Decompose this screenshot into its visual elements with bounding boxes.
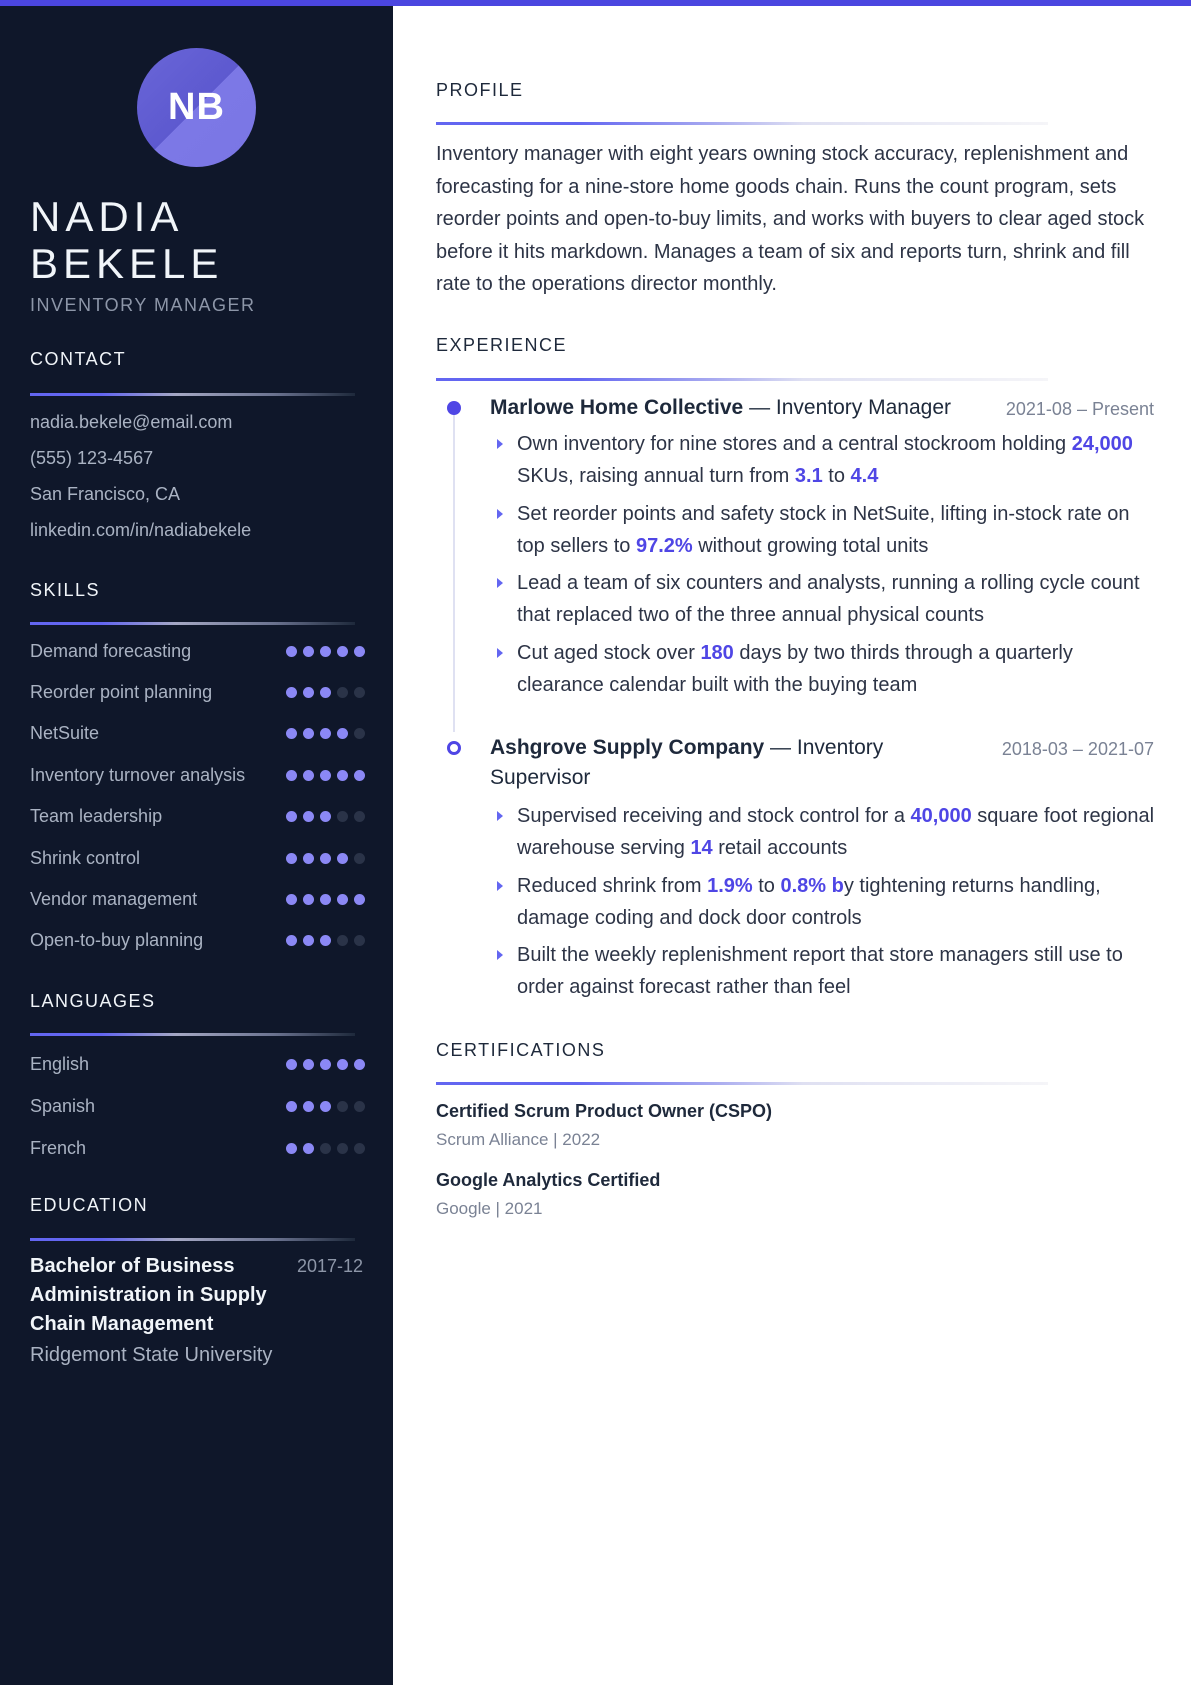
bullet-arrow-icon [497,648,503,658]
rating-dot-filled [320,1101,331,1112]
contact-location: San Francisco, CA [30,484,181,504]
highlight-metric: 14 [690,837,713,859]
job-bullet [517,428,1157,492]
skill-item [30,764,365,786]
rating-dot-filled [337,894,348,905]
education-school: Ridgemont State University [30,1344,273,1366]
item-name: Spanish [30,1095,96,1116]
certification-issuer: Scrum Alliance | 2022 [436,1130,601,1149]
job-bullet [517,800,1157,864]
rating-dot-filled [303,1101,314,1112]
highlight-metric: 180 [700,642,734,664]
item-name: French [30,1137,87,1158]
bullet-text: SKUs, raising annual turn from [517,465,795,487]
language-item [30,1137,365,1159]
bullet-text: to [822,465,851,487]
rating-dot-filled [320,728,331,739]
person-role: INVENTORY MANAGER [30,295,256,315]
item-name: Vendor management [30,888,198,909]
education-heading: EDUCATION [30,1195,149,1215]
job-bullet [517,870,1157,934]
bullet-text: square foot regional warehouse serving [517,805,1155,859]
bullet-text: days by two thirds through a quarterly clearance calendar built with the buying team [517,642,1073,696]
rating-dots [286,853,365,864]
contact-linkedin[interactable]: linkedin.com/in/nadiabekele [30,520,252,540]
rating-dot-filled [337,853,348,864]
rating-dot-filled [303,853,314,864]
last-name: BEKELE [30,240,224,287]
certifications-heading: CERTIFICATIONS [436,1040,606,1060]
bullet-text: retail accounts [712,837,848,859]
bullet-text: to [752,875,781,897]
rating-dot-filled [303,687,314,698]
avatar-initials: NB [168,86,225,128]
rating-dot-filled [354,1059,365,1070]
skills-divider [30,622,355,625]
skill-item [30,723,365,745]
rating-dot-filled [286,811,297,822]
bullet-text: Cut aged stock over [517,642,701,664]
rating-dot-filled [303,770,314,781]
rating-dot-empty [337,935,348,946]
languages-heading: LANGUAGES [30,991,156,1011]
rating-dot-empty [354,853,365,864]
rating-dot-empty [337,1143,348,1154]
bullet-arrow-icon [497,439,503,449]
experience-divider [436,378,1048,381]
person-name [30,193,223,287]
rating-dot-filled [286,894,297,905]
contact-email[interactable]: nadia.bekele@email.com [30,412,233,432]
item-name: Reorder point planning [30,681,213,702]
rating-dot-filled [320,853,331,864]
bullet-text: Supervised receiving and stock control for a [517,805,911,827]
bullet-arrow-icon [497,881,503,891]
rating-dot-filled [337,646,348,657]
rating-dots [286,1101,365,1112]
item-name: Inventory turnover analysis [30,764,246,785]
contact-heading: CONTACT [30,349,127,369]
rating-dot-filled [320,935,331,946]
rating-dot-filled [320,1059,331,1070]
job-separator: — [743,396,776,419]
highlight-metric: 1.9% [707,875,753,897]
rating-dot-empty [354,1101,365,1112]
item-name: Open-to-buy planning [30,930,204,951]
rating-dot-filled [320,811,331,822]
bullet-text: Reduced shrink from [517,875,708,897]
bullet-text: Set reorder points and safety stock in NetSuite, lifting in-stock rate on top sellers to [517,503,1130,557]
rating-dot-filled [354,770,365,781]
timeline-marker-current [447,401,461,415]
profile-heading: PROFILE [436,80,524,100]
rating-dot-filled [286,1143,297,1154]
highlight-metric: 0.8% b [780,875,844,897]
item-name: Demand forecasting [30,640,192,661]
languages-divider [30,1033,355,1036]
job-heading [490,733,910,793]
skill-item [30,681,365,703]
rating-dot-filled [286,1059,297,1070]
rating-dot-filled [354,646,365,657]
bullet-text: Lead a team of six counters and analysts, running a rolling cycle count that replaced two of the three annual physical counts [517,572,1140,626]
rating-dots [286,687,365,698]
education-divider [30,1238,355,1241]
rating-dot-filled [303,811,314,822]
rating-dot-empty [337,1101,348,1112]
rating-dot-filled [286,935,297,946]
job-bullet [517,637,1157,701]
avatar [137,48,256,167]
job-heading [490,393,960,423]
skills-heading: SKILLS [30,580,101,600]
main-content [393,0,1191,1685]
skill-item [30,930,365,952]
highlight-metric: 97.2% [635,535,693,557]
rating-dot-filled [303,728,314,739]
contact-divider [30,393,355,396]
rating-dot-filled [337,728,348,739]
top-accent-bar [0,0,1191,6]
job-dates: 2021-08 – Present [1005,399,1154,419]
certification-issuer: Google | 2021 [436,1199,543,1218]
education-degree: Bachelor of Business Administration in Supply Chain Management [30,1255,267,1335]
rating-dots [286,646,365,657]
rating-dots [286,935,365,946]
bullet-arrow-icon [497,509,503,519]
skill-item [30,888,365,910]
rating-dot-filled [303,935,314,946]
item-name: Shrink control [30,847,141,868]
rating-dot-filled [286,646,297,657]
rating-dots [286,894,365,905]
bullet-arrow-icon [497,811,503,821]
bullet-text: y tightening returns handling, damage coding and dock door controls [517,875,1101,929]
rating-dots [286,770,365,781]
language-item [30,1095,365,1117]
bullet-text: Built the weekly replenishment report that store managers still use to order against forecast rather than feel [517,944,1123,998]
rating-dot-empty [354,935,365,946]
item-name: English [30,1053,90,1074]
experience-heading: EXPERIENCE [436,335,568,355]
skill-item [30,847,365,869]
profile-summary: Inventory manager with eight years owning stock accuracy, replenishment and forecasting for a nine-store home goods chain. Runs the count program, sets reorder points and open-to-buy limits, and works with buyers to clear aged stock before it hits markdown. Manages a team of six and reports turn, shrink and fill rate to the operations director monthly. [436,143,1145,295]
rating-dot-filled [303,1143,314,1154]
timeline-marker-past [447,741,461,755]
certification-name: Certified Scrum Product Owner (CSPO) [436,1101,773,1121]
job-bullet [517,498,1157,562]
rating-dot-empty [354,1143,365,1154]
rating-dots [286,1059,365,1070]
education-date: 2017-12 [296,1256,363,1276]
highlight-metric: 3.1 [794,465,823,487]
rating-dot-filled [286,853,297,864]
highlight-metric: 4.4 [850,465,879,487]
rating-dots [286,1143,365,1154]
profile-divider [436,122,1048,125]
rating-dots [286,728,365,739]
job-bullet [517,939,1157,1003]
rating-dot-filled [286,770,297,781]
bullet-text: without growing total units [692,535,929,557]
rating-dot-empty [337,687,348,698]
rating-dot-filled [286,728,297,739]
contact-phone[interactable]: (555) 123-4567 [30,448,154,468]
certifications-divider [436,1082,1048,1085]
rating-dot-filled [354,894,365,905]
bullet-arrow-icon [497,950,503,960]
rating-dot-empty [354,687,365,698]
rating-dot-filled [320,646,331,657]
rating-dot-filled [337,770,348,781]
job-bullet [517,567,1157,631]
rating-dot-filled [286,1101,297,1112]
rating-dot-empty [354,811,365,822]
skill-item [30,806,365,828]
rating-dot-filled [320,687,331,698]
job-dates: 2018-03 – 2021-07 [1001,739,1154,759]
rating-dot-filled [320,770,331,781]
item-name: NetSuite [30,723,100,744]
timeline-line [453,410,455,732]
rating-dots [286,811,365,822]
job-separator: — [764,736,797,759]
job-title: Inventory Supervisor [490,736,884,789]
rating-dot-filled [286,687,297,698]
rating-dot-filled [337,1059,348,1070]
job-company: Marlowe Home Collective [490,396,744,419]
bullet-arrow-icon [497,578,503,588]
language-item [30,1053,365,1075]
highlight-metric: 24,000 [1071,433,1133,455]
certification-name: Google Analytics Certified [436,1170,661,1190]
first-name: NADIA [30,193,184,240]
skill-item [30,640,365,662]
job-title: Inventory Manager [775,396,952,419]
item-name: Team leadership [30,806,163,827]
rating-dot-empty [337,811,348,822]
rating-dot-empty [320,1143,331,1154]
bullet-text: Own inventory for nine stores and a central stockroom holding [517,433,1072,455]
sidebar [0,0,393,1685]
highlight-metric: 40,000 [910,805,972,827]
rating-dot-filled [303,646,314,657]
job-company: Ashgrove Supply Company [490,736,765,759]
rating-dot-empty [354,728,365,739]
rating-dot-filled [303,894,314,905]
rating-dot-filled [320,894,331,905]
rating-dot-filled [303,1059,314,1070]
